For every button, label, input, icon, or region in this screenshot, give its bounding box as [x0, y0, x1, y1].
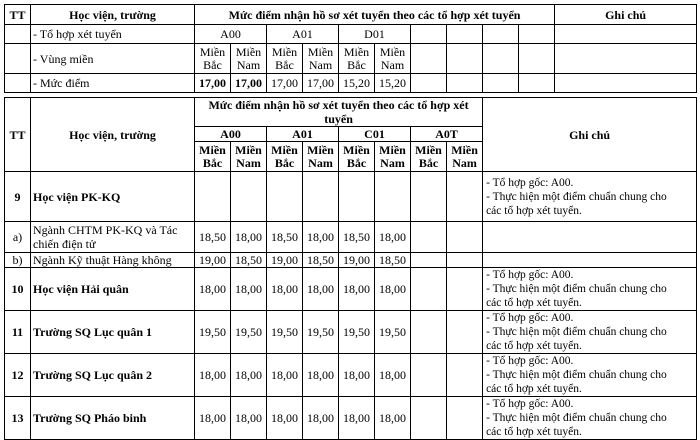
score-cell: [195, 172, 231, 222]
score-cell: [447, 311, 483, 354]
note-line: - Tổ hợp gốc: A00.: [486, 398, 574, 410]
score-cell: 18,50: [195, 222, 231, 253]
score-table-body: [5, 172, 697, 440]
note-line: các tổ hợp xét tuyển.: [486, 426, 582, 438]
score-cell: 19,00: [195, 253, 231, 268]
row-notes: [483, 354, 697, 397]
score-cell: 18,00: [339, 354, 375, 397]
score-cell: [303, 172, 339, 222]
header-notes: Ghi chú: [483, 98, 697, 172]
table-row: [5, 268, 697, 311]
score-cell: 19,50: [231, 311, 267, 354]
row-tt: 11: [5, 311, 31, 354]
row-tt: 12: [5, 354, 31, 397]
score-cell: 18,00: [375, 222, 411, 253]
region-cell: Miền Nam: [231, 44, 267, 74]
score-cell: [339, 172, 375, 222]
score-cell: [231, 172, 267, 222]
score-cell: 19,50: [303, 311, 339, 354]
row-school-name: Trường SQ Lục quân 1: [31, 311, 195, 354]
region-north: Miền Bắc: [339, 142, 375, 172]
table-row: [5, 172, 697, 222]
row-tt: 9: [5, 172, 31, 222]
table-row: [5, 354, 697, 397]
region-north: Miền Bắc: [411, 142, 447, 172]
score-cell: 18,00: [375, 397, 411, 440]
score-cell: 18,00: [375, 354, 411, 397]
note-line: các tổ hợp xét tuyển.: [486, 204, 582, 217]
region-south: Miền Nam: [231, 142, 267, 172]
region-north: Miền Bắc: [267, 142, 303, 172]
score-cell: [447, 253, 483, 268]
score-cell: 19,50: [375, 311, 411, 354]
row-school-name: Ngành CHTM PK-KQ và Tác chiến điện tử: [31, 222, 195, 253]
score-cell: 18,00: [231, 354, 267, 397]
score-cell: 18,00: [339, 397, 375, 440]
score-cell: 18,00: [267, 268, 303, 311]
region-south: Miền Nam: [375, 142, 411, 172]
table-row: [5, 253, 697, 268]
row-notes: [483, 253, 697, 268]
score-cell: 15,20: [375, 74, 411, 93]
note-line: - Thực hiện một điểm chuẩn chung cho: [486, 369, 667, 381]
row-notes: [483, 397, 697, 440]
table-row: [5, 222, 697, 253]
score-cell: 18,00: [231, 268, 267, 311]
note-line: - Thực hiện một điểm chuẩn chung cho: [486, 190, 667, 203]
table-row: [5, 311, 697, 354]
score-cell: [411, 172, 447, 222]
note-line: - Tổ hợp gốc: A00.: [486, 312, 574, 324]
row-notes: [483, 222, 697, 253]
row-tt: 13: [5, 397, 31, 440]
score-table-main: [4, 97, 697, 440]
combo-a01: A01: [267, 127, 339, 142]
row-school-name: Ngành Kỹ thuật Hàng không: [31, 253, 195, 268]
note-line: các tổ hợp xét tuyển.: [486, 297, 582, 309]
score-cell: 17,00: [195, 74, 231, 93]
score-cell: [447, 222, 483, 253]
note-line: - Thực hiện một điểm chuẩn chung cho: [486, 283, 667, 295]
score-cell: 18,00: [195, 268, 231, 311]
table-row: [5, 397, 697, 440]
note-line: - Tổ hợp gốc: A00.: [486, 355, 574, 367]
score-cell: [411, 222, 447, 253]
header-notes: Ghi chú: [555, 5, 697, 25]
score-cell: [375, 172, 411, 222]
header-tt: TT: [5, 5, 31, 25]
region-south: Miền Nam: [303, 142, 339, 172]
note-line: - Thực hiện một điểm chuẩn chung cho: [486, 412, 667, 424]
score-cell: 19,50: [195, 311, 231, 354]
row-school-name: Học viện Hải quân: [31, 268, 195, 311]
score-cell: [411, 354, 447, 397]
note-line: các tổ hợp xét tuyển.: [486, 383, 582, 395]
score-cell: 18,00: [267, 354, 303, 397]
score-cell: 18,50: [231, 253, 267, 268]
score-cell: 17,00: [231, 74, 267, 93]
row-school-name: Trường SQ Lục quân 2: [31, 354, 195, 397]
score-cell: 19,00: [267, 253, 303, 268]
region-cell: Miền Bắc: [267, 44, 303, 74]
row-tt: 10: [5, 268, 31, 311]
score-cell: 18,00: [303, 222, 339, 253]
score-cell: 17,00: [303, 74, 339, 93]
score-cell: 18,00: [303, 354, 339, 397]
score-cell: 18,00: [375, 268, 411, 311]
region-cell: Miền Nam: [303, 44, 339, 74]
row-notes: [483, 311, 697, 354]
score-cell: 18,50: [375, 253, 411, 268]
score-cell: [411, 268, 447, 311]
score-cell: 17,00: [267, 74, 303, 93]
region-north: Miền Bắc: [195, 142, 231, 172]
score-cell: [411, 311, 447, 354]
row-tt: a): [5, 222, 31, 253]
row-label-score: - Mức điểm: [31, 74, 195, 93]
score-table-top: [4, 4, 697, 93]
combo-a01: A01: [267, 25, 339, 44]
score-cell: [447, 397, 483, 440]
score-cell: 18,50: [303, 253, 339, 268]
note-line: các tổ hợp xét tuyển.: [486, 340, 582, 352]
note-line: - Tổ hợp gốc: A00.: [486, 269, 574, 281]
header-tt: TT: [5, 98, 31, 172]
header-scores: Mức điểm nhận hồ sơ xét tuyển theo các tổ hợp xét tuyển: [195, 5, 555, 25]
row-school-name: Học viện PK-KQ: [31, 172, 195, 222]
combo-a00: A00: [195, 127, 267, 142]
score-cell: [447, 354, 483, 397]
score-cell: 18,00: [231, 397, 267, 440]
score-cell: 18,00: [195, 397, 231, 440]
note-line: - Thực hiện một điểm chuẩn chung cho: [486, 326, 667, 338]
region-cell: Miền Bắc: [339, 44, 375, 74]
row-notes: [483, 172, 697, 222]
combo-c01: C01: [339, 127, 411, 142]
score-cell: 19,00: [339, 253, 375, 268]
score-cell: 15,20: [339, 74, 375, 93]
score-cell: [267, 172, 303, 222]
score-cell: 19,50: [267, 311, 303, 354]
score-cell: [447, 268, 483, 311]
score-cell: 18,00: [303, 268, 339, 311]
combo-a0t: A0T: [411, 127, 483, 142]
region-cell: Miền Bắc: [195, 44, 231, 74]
note-line: - Tổ hợp gốc: A00.: [486, 176, 574, 189]
score-cell: [411, 253, 447, 268]
score-cell: 18,00: [195, 354, 231, 397]
score-cell: 18,00: [267, 397, 303, 440]
score-cell: 18,00: [339, 268, 375, 311]
combo-a00: A00: [195, 25, 267, 44]
combo-d01: D01: [339, 25, 411, 44]
row-school-name: Trường SQ Pháo binh: [31, 397, 195, 440]
region-south: Miền Nam: [447, 142, 483, 172]
score-cell: 19,50: [339, 311, 375, 354]
row-label-regions: - Vùng miền: [31, 44, 195, 74]
score-cell: [411, 397, 447, 440]
score-cell: 18,00: [231, 222, 267, 253]
region-cell: Miền Nam: [375, 44, 411, 74]
score-cell: 18,50: [267, 222, 303, 253]
header-school: Học viện, trường: [31, 5, 195, 25]
score-cell: 18,50: [339, 222, 375, 253]
row-tt: b): [5, 253, 31, 268]
header-scores: Mức điểm nhận hồ sơ xét tuyển theo các tổ hợp xét tuyển: [195, 98, 483, 127]
row-notes: [483, 268, 697, 311]
score-cell: [447, 172, 483, 222]
score-cell: 18,00: [303, 397, 339, 440]
header-school: Học viện, trường: [31, 98, 195, 172]
row-label-combos: - Tổ hợp xét tuyển: [31, 25, 195, 44]
